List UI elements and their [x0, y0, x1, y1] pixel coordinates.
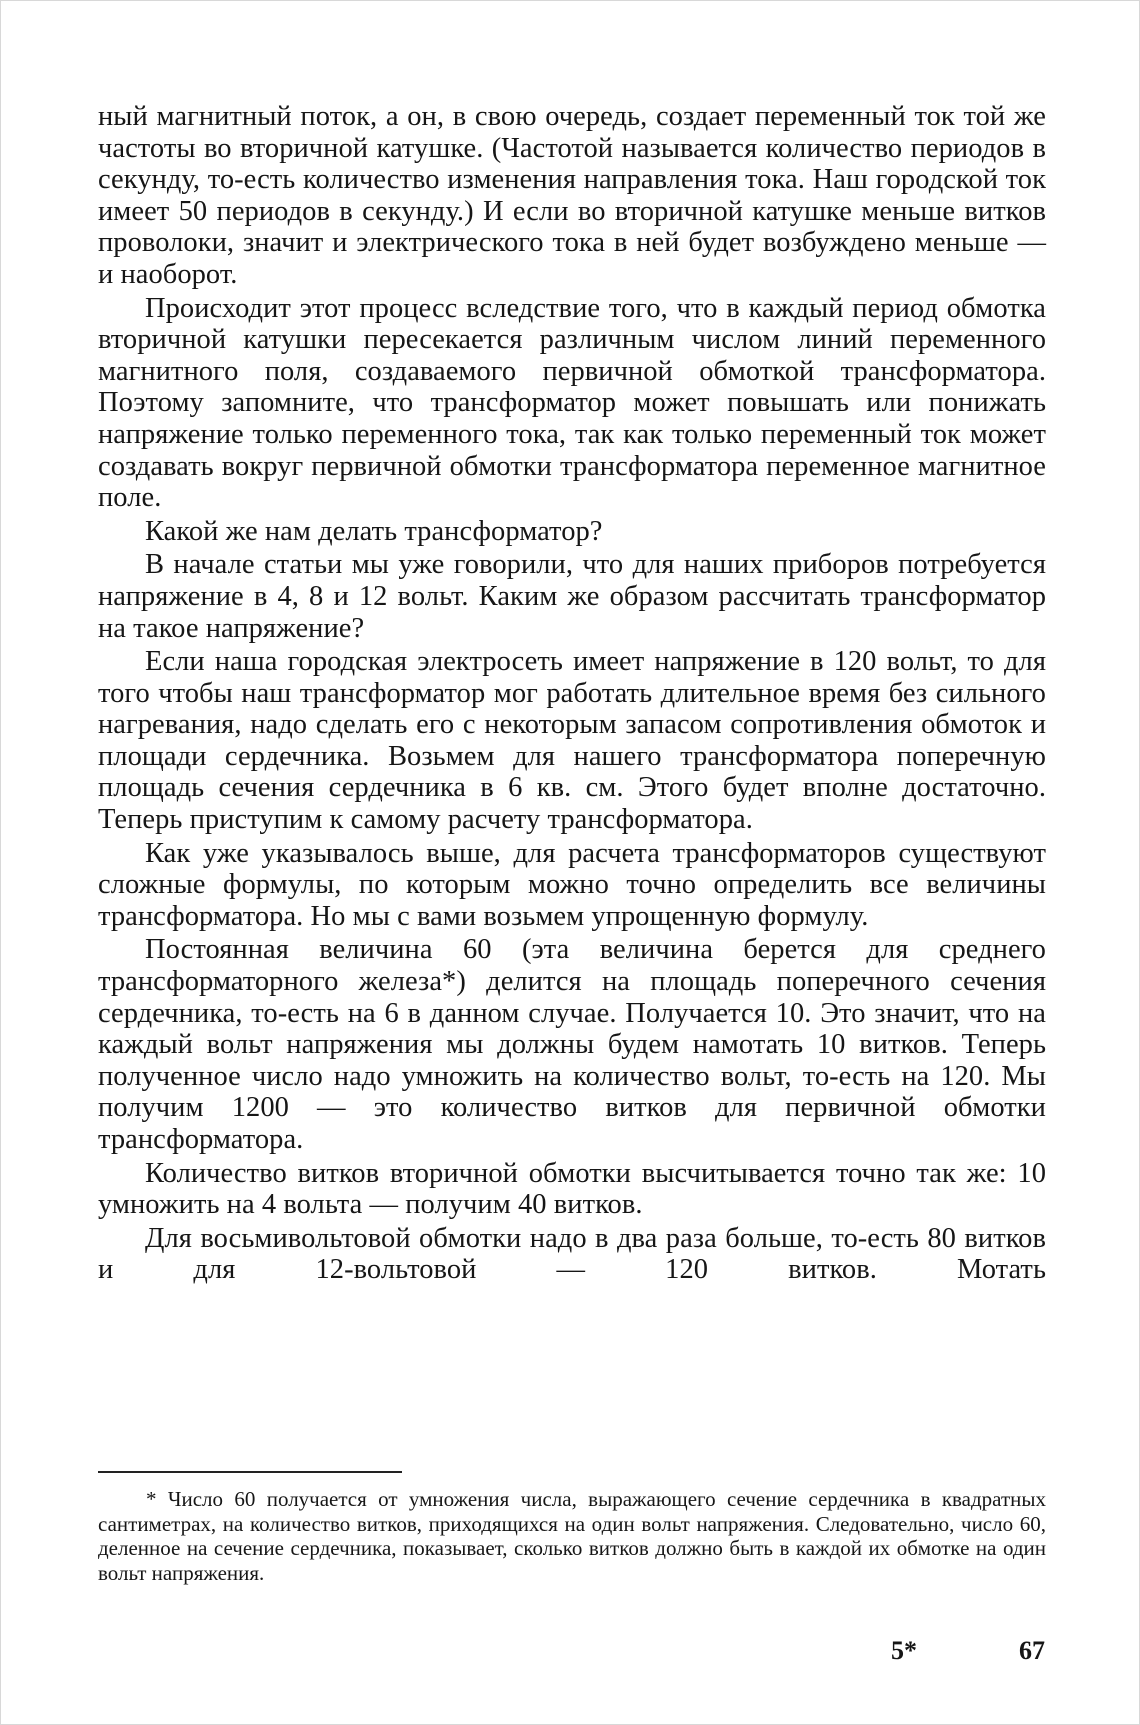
footnote: * Число 60 получается от умножения числа, выражающего сечение сердечника в квадратных сантиметрах, на количество витков, приходящихся на один вольт напряжения. Следовательно, число 60, деленное на сечение сердечника, показывает, сколько витков должно быть в каждой их обмотке на один вольт напряжения. [98, 1487, 1046, 1585]
page-number: 67 [1019, 1636, 1045, 1665]
paragraph: Как уже указывалось выше, для расчета трансформаторов существуют сложные формулы, по которым можно точно определить все величины трансформатора. Но мы с вами возьмем упрощенную формулу. [98, 837, 1046, 932]
paragraph: Количество витков вторичной обмотки высчитывается точно так же: 10 умножить на 4 вольта — получим 40 витков. [98, 1157, 1046, 1221]
paragraph-question: Какой же нам делать трансформатор? [145, 515, 603, 547]
main-text [98, 101, 1046, 1286]
signature-mark: 5* [891, 1636, 917, 1665]
paragraph-continues: Для восьмивольтовой обмотки надо в два раза больше, то-есть 80 витков и для 12-вольтовой — 120 витков. Мотать [98, 1222, 1046, 1286]
paragraph: Постоянная величина 60 (эта величина берется для среднего трансформаторного железа*) делится на площадь поперечного сечения сердечника, то-есть на 6 в данном случае. Получается 10. Это значит, что на каждый вольт напряжения мы должны будем намотать 10 витков. Теперь полученное число надо умножить на количество вольт, то-есть на 120. Мы получим 1200 — это количество витков для первичной обмотки трансформатора. [98, 934, 1046, 1155]
paragraph: Если наша городская электросеть имеет напряжение в 120 вольт, то для того чтобы наш трансформатор мог работать длительное время без сильного нагревания, надо сделать его с некоторым запасом сопротивления обмоток и площади сердечника. Возьмем для нашего трансформатора поперечную площадь сечения сердечника в 6 кв. см. Этого будет вполне достаточно. Теперь приступим к самому расчету трансформатора. [98, 646, 1046, 836]
footnote-divider [98, 1471, 402, 1473]
paragraph: В начале статьи мы уже говорили, что для наших приборов потребуется напряжение в 4, 8 и 12 вольт. Каким же образом рассчитать трансформатор на такое напряжение? [98, 549, 1046, 644]
paragraph-continuation: ный магнитный поток, а он, в свою очередь, создает переменный ток той же частоты во вторичной катушке. (Частотой называется количество периодов в секунду, то-есть количество изменения направления тока. Наш городской ток имеет 50 периодов в секунду.) И если во вторичной катушке меньше витков проволоки, значит и электрического тока в ней будет возбуждено меньше — и наоборот. [98, 101, 1046, 290]
paragraph: Происходит этот процесс вследствие того, что в каждый период обмотка вторичной катушки пересекается различным числом линий переменного магнитного поля, создаваемого первичной обмоткой трансформатора. Поэтому запомните, что трансформатор может повышать или понижать напряжение только переменного тока, так как только переменный ток может создавать вокруг первичной обмотки трансформатора переменное магнитное поле. [98, 292, 1046, 514]
